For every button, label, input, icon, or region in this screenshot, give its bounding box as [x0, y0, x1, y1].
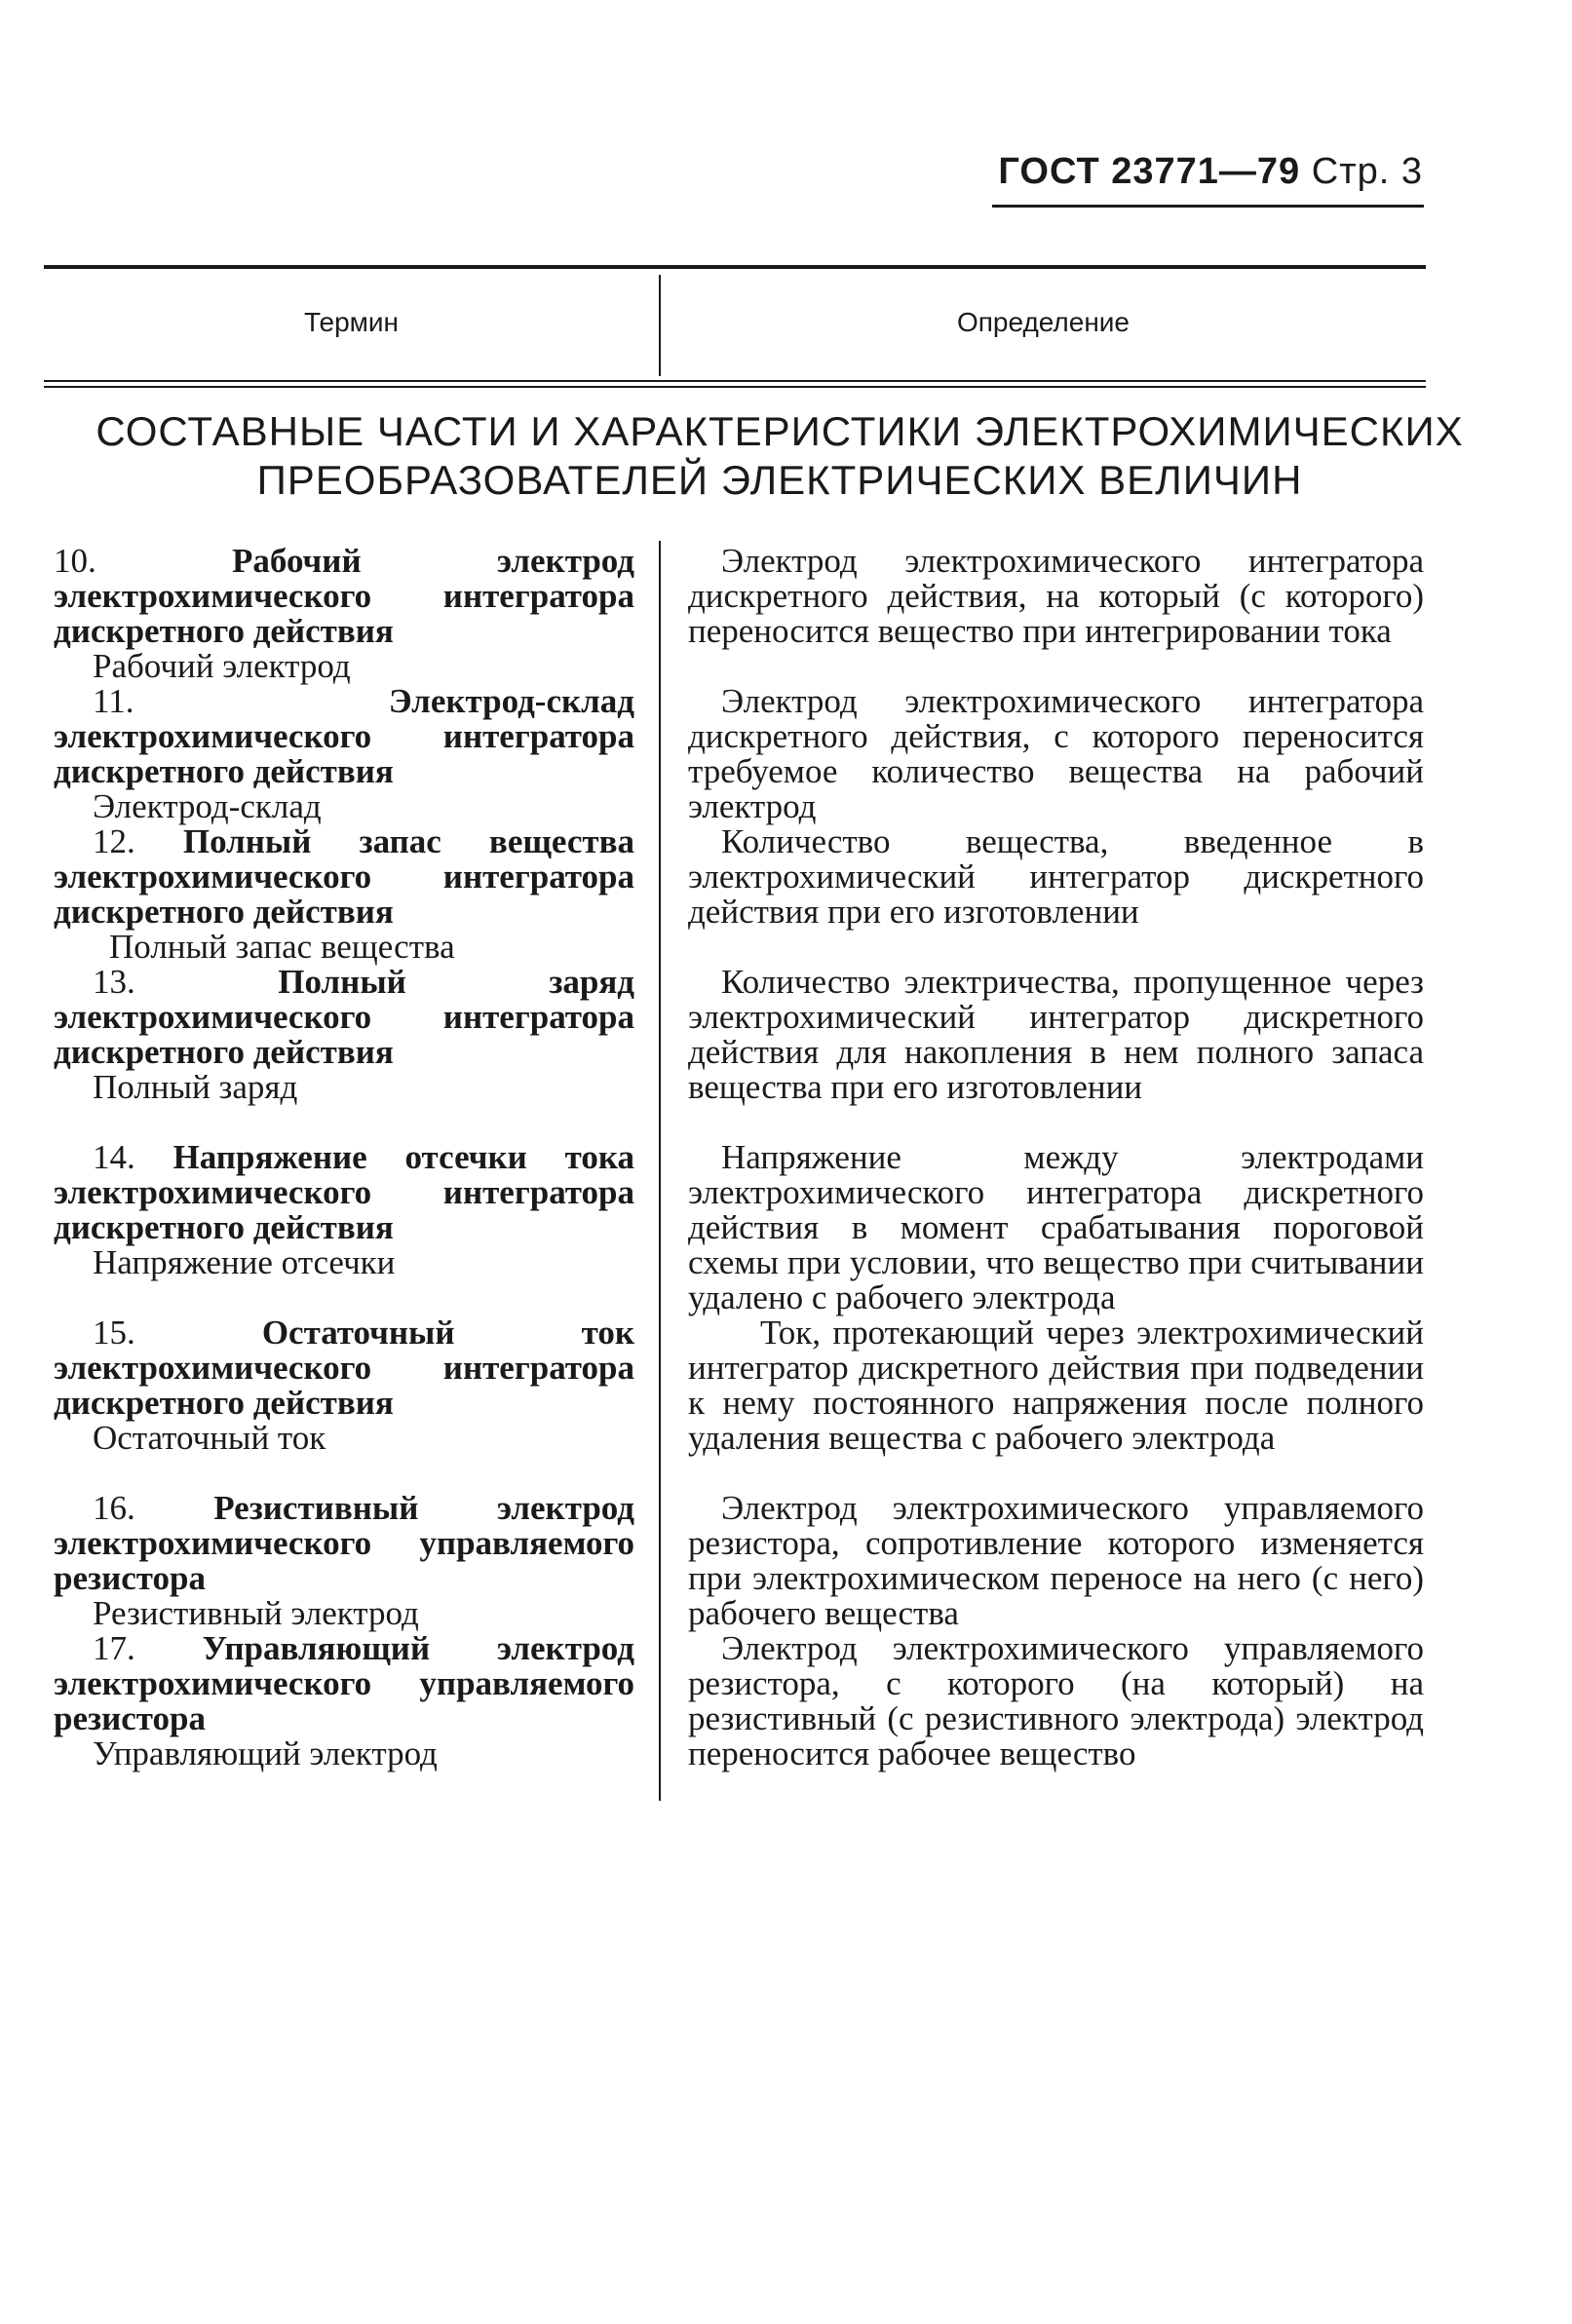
term-number: 10. — [54, 542, 96, 580]
term-name: Полный заряд электрохимического интегратора дискретного действия — [54, 963, 635, 1071]
definition-14: Напряжение между электродами электрохимического интегратора дискретного действия в момент срабатывания пороговой схемы при условии, что вещество при считывании удалено с рабочего электрода — [688, 1138, 1424, 1316]
term-name: Управляющий электрод электрохимического управляемого резистора — [54, 1629, 634, 1737]
section-title-line-1: СОСТАВНЫЕ ЧАСТИ И ХАРАКТЕРИСТИКИ ЭЛЕКТРОХИМИЧЕСКИХ — [96, 408, 1464, 454]
section-title-line-2: ПРЕОБРАЗОВАТЕЛЕЙ ЭЛЕКТРИЧЕСКИХ ВЕЛИЧИН — [256, 457, 1303, 503]
term-11 — [54, 684, 634, 789]
term-name: Полный запас вещества электрохимического интегратора дискретного действия — [54, 822, 635, 931]
term-12 — [54, 824, 634, 930]
term-17 — [54, 1631, 634, 1736]
term-10 — [54, 544, 634, 649]
definition-column-header: Определение — [956, 307, 1131, 337]
term-number: 11. — [93, 682, 134, 720]
term-number: 13. — [93, 963, 135, 1001]
table-head-rule-2 — [44, 386, 1426, 388]
definition-15: Ток, протекающий через электрохимический интегратор дискретного действия при подведении к нему постоянного напряжения после полного удаления вещества с рабочего электрода — [688, 1314, 1424, 1457]
term-15 — [54, 1315, 634, 1421]
term-13 — [54, 965, 634, 1070]
term-17-synonym: Управляющий электрод — [93, 1734, 438, 1772]
section-title — [39, 407, 1520, 505]
term-16-synonym: Резистивный электрод — [93, 1594, 419, 1632]
page-number: Стр. 3 — [1311, 151, 1423, 192]
term-number: 14. — [93, 1138, 135, 1176]
term-name: Остаточный ток электрохимического интегратора дискретного действия — [54, 1314, 634, 1422]
term-number: 16. — [93, 1489, 135, 1527]
term-number: 17. — [93, 1629, 135, 1667]
table-top-rule — [44, 265, 1426, 269]
term-number: 12. — [93, 822, 135, 860]
term-name: Напряжение отсечки тока электрохимического интегратора дискретного действия — [54, 1138, 634, 1246]
term-10-synonym: Рабочий электрод — [93, 647, 351, 685]
definition-13: Количество электричества, пропущенное через электрохимический интегратор дискретного действия для накопления в нем полного запаса вещества при его изготовлении — [688, 963, 1424, 1106]
term-15-synonym: Остаточный ток — [93, 1419, 326, 1457]
header-underline — [992, 205, 1424, 208]
column-divider-body — [659, 541, 661, 1801]
term-column-header: Термин — [303, 307, 400, 337]
definition-10: Электрод электрохимического интегратора дискретного действия, на который (с которого) переносится вещество при интегрировании тока — [688, 542, 1424, 650]
definition-12: Количество вещества, введенное в электрохимический интегратор дискретного действия при его изготовлении — [688, 822, 1424, 931]
term-14 — [54, 1140, 634, 1245]
definition-17: Электрод электрохимического управляемого резистора, с которого (на который) на резистивный (с резистивного электрода) электрод переносится рабочее вещество — [688, 1629, 1424, 1772]
term-12-synonym: Полный запас вещества — [109, 928, 455, 966]
term-16 — [54, 1491, 634, 1596]
term-name: Электрод-склад электрохимического интегратора дискретного действия — [54, 682, 634, 790]
term-number: 15. — [93, 1314, 135, 1352]
term-13-synonym: Полный заряд — [93, 1068, 298, 1106]
page-header — [936, 151, 1423, 193]
standard-number: ГОСТ 23771—79 — [998, 151, 1301, 192]
definition-11: Электрод электрохимического интегратора дискретного действия, с которого переносится требуемое количество вещества на рабочий электрод — [688, 682, 1424, 825]
definition-16: Электрод электрохимического управляемого резистора, сопротивление которого изменяется при электрохимическом переносе на него (с него) рабочего вещества — [688, 1489, 1424, 1632]
term-name: Рабочий электрод электрохимического интегратора дискретного действия — [54, 542, 634, 650]
term-14-synonym: Напряжение отсечки — [93, 1243, 396, 1281]
term-name: Резистивный электрод электрохимического управляемого резистора — [54, 1489, 634, 1597]
term-11-synonym: Электрод-склад — [93, 787, 322, 825]
table-head-rule-1 — [44, 380, 1426, 382]
